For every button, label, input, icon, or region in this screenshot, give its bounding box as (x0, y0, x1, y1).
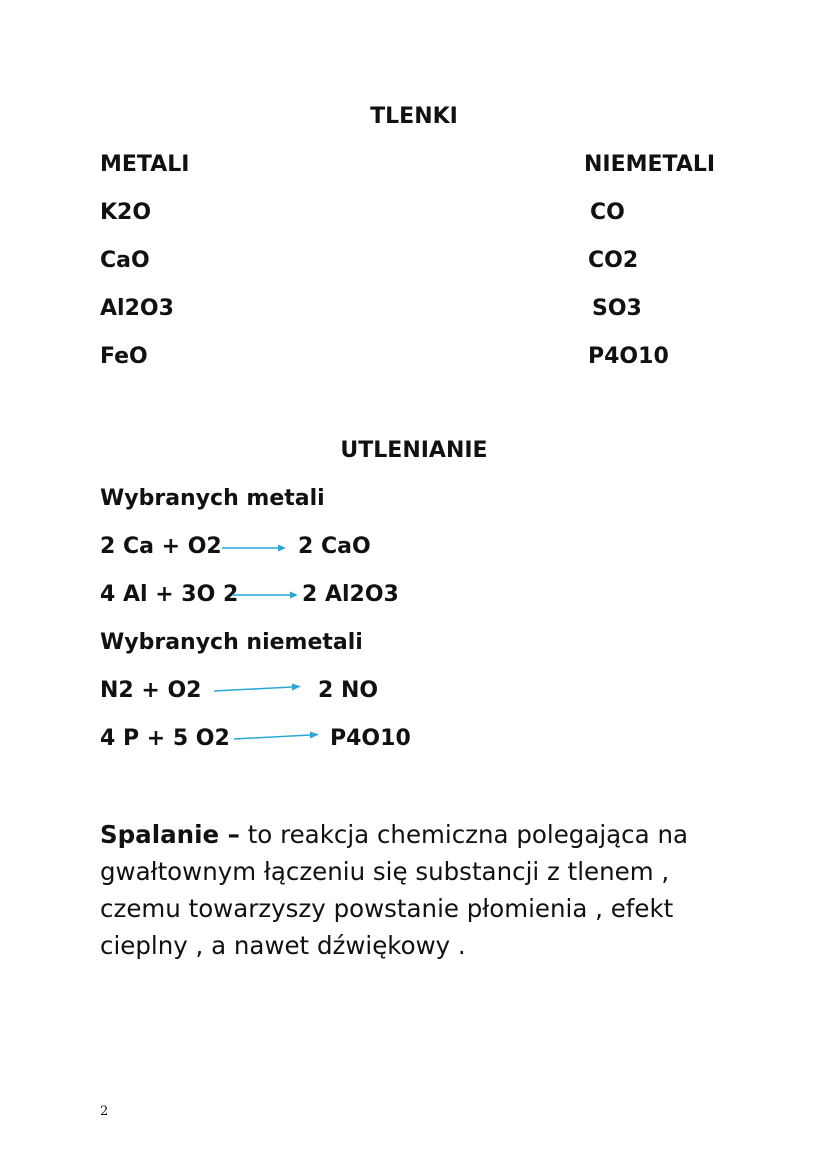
reaction-products: P4O10 (330, 726, 411, 751)
reaction-products: 2 NO (318, 678, 379, 703)
definition-text: to reakcja chemiczna polegająca na gwałtownym łączeniu się substancji z tlenem , czemu towarzyszy powstanie płomienia , efekt cieplny , a nawet dźwiękowy . (100, 820, 688, 960)
reaction-reactants: 2 Ca + O2 (100, 534, 222, 559)
metals-header: METALI (100, 152, 190, 177)
combustion-definition (100, 816, 740, 964)
metal-oxide-item: FeO (100, 344, 148, 369)
nonmetal-oxide-item: CO2 (588, 248, 639, 273)
nonmetal-oxide-item: P4O10 (588, 344, 669, 369)
reaction-products: 2 CaO (298, 534, 371, 559)
reaction-reactants: 4 P + 5 O2 (100, 726, 230, 751)
nonmetals-reactions-header: Wybranych niemetali (100, 630, 363, 655)
definition-term: Spalanie – (100, 820, 240, 849)
nonmetal-oxide-item: CO (590, 200, 625, 225)
reaction-arrow-icon (220, 540, 288, 556)
metals-reactions-header: Wybranych metali (100, 486, 325, 511)
nonmetals-header: NIEMETALI (584, 152, 716, 177)
reaction-products: 2 Al2O3 (302, 582, 399, 607)
reaction-arrow-icon (232, 728, 322, 744)
metal-oxide-item: CaO (100, 248, 150, 273)
metal-oxide-item: K2O (100, 200, 152, 225)
oxides-title: TLENKI (370, 104, 458, 129)
nonmetal-oxide-item: SO3 (592, 296, 642, 321)
reaction-arrow-icon (230, 587, 300, 603)
reaction-reactants: 4 Al + 3O 2 (100, 582, 239, 607)
oxidation-title: UTLENIANIE (340, 438, 488, 463)
page-number: 2 (100, 1104, 109, 1119)
reaction-arrow-icon (212, 680, 304, 696)
reaction-reactants: N2 + O2 (100, 678, 202, 703)
metal-oxide-item: Al2O3 (100, 296, 174, 321)
